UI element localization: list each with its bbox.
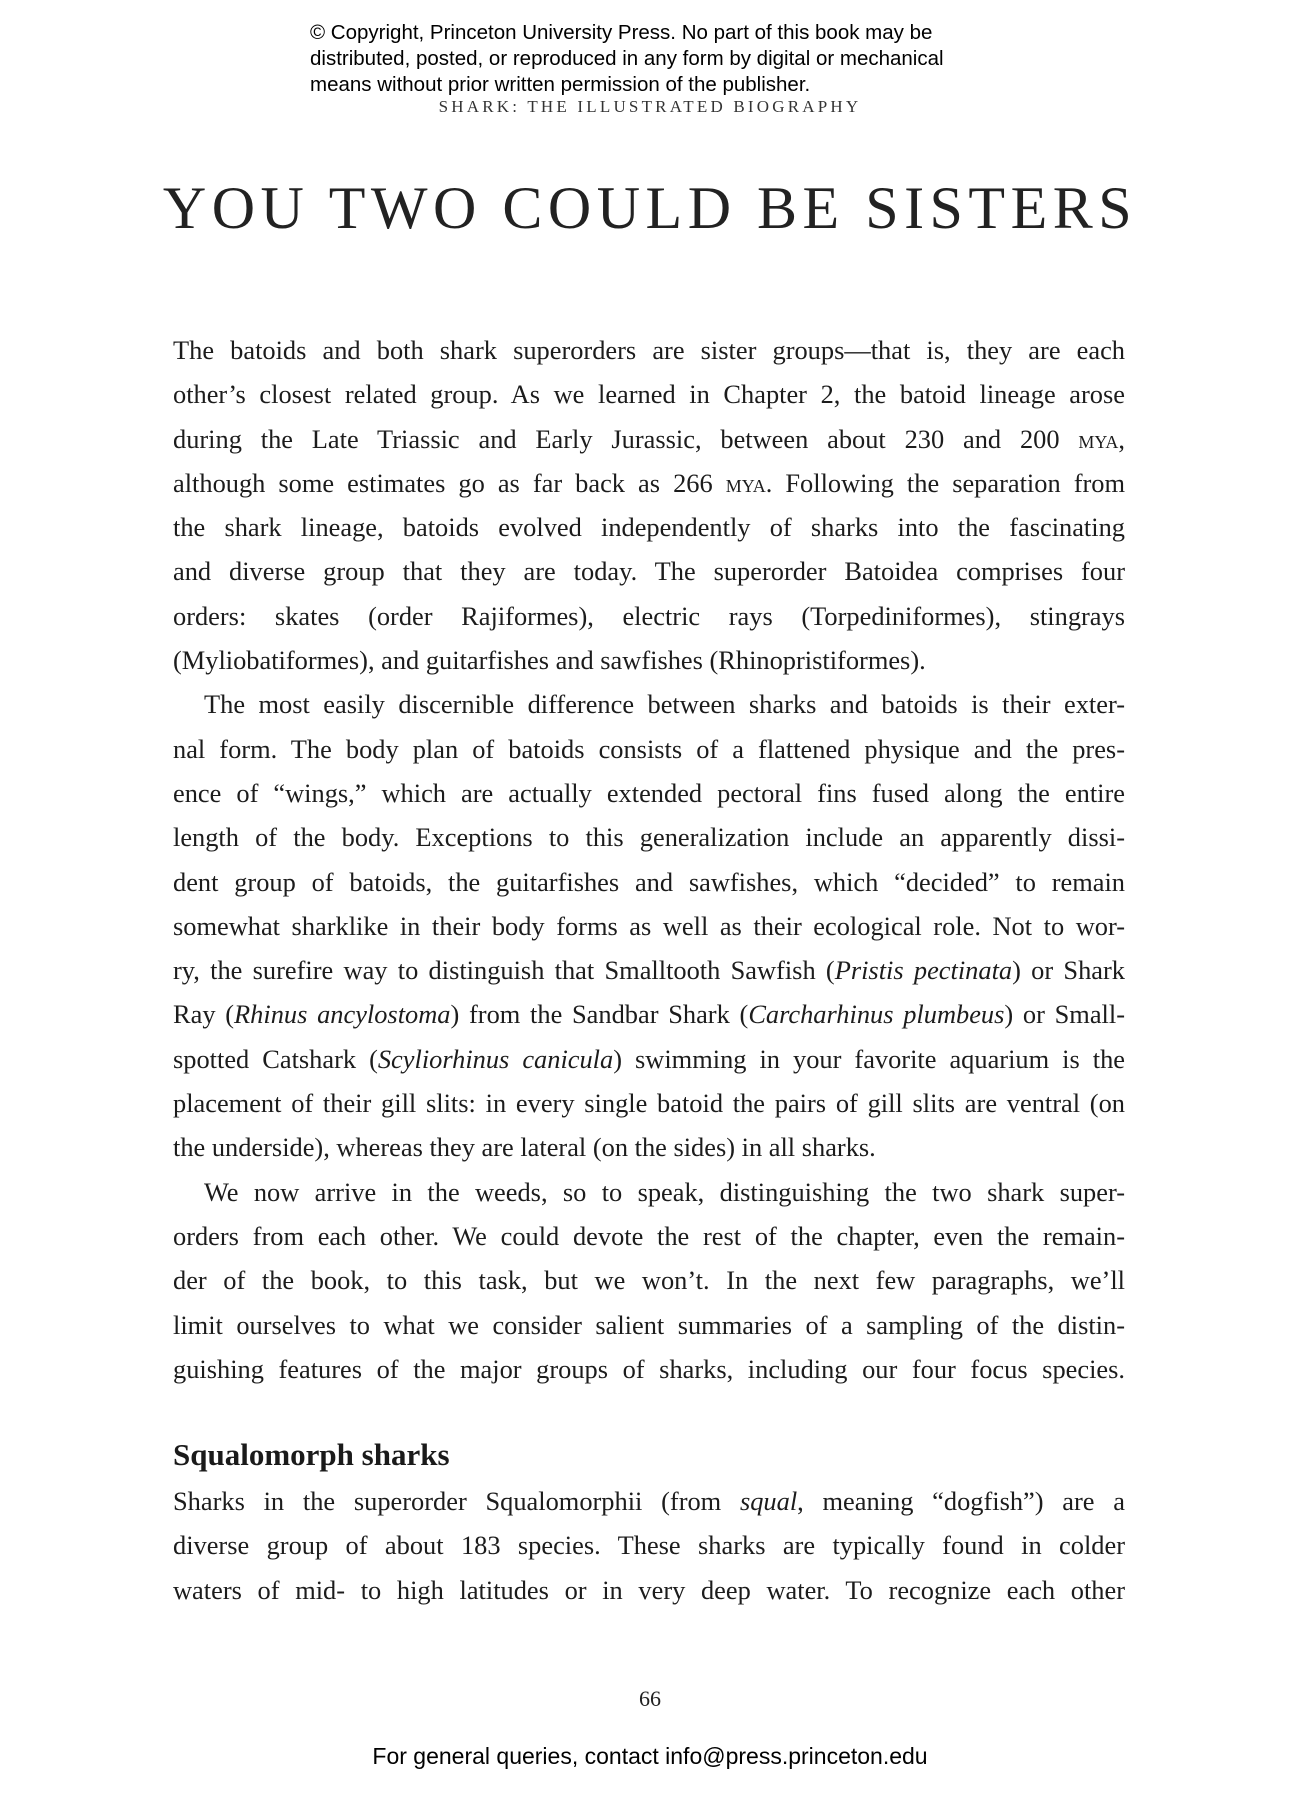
species-name: Carcharhinus plumbeus	[748, 999, 1005, 1030]
species-name: Rhinus ancylostoma	[234, 999, 451, 1030]
text-line: somewhat sharklike in their body forms as well as their ecological role. Not to wor-	[173, 910, 1125, 941]
chapter-title: YOU TWO COULD BE SISTERS	[162, 175, 1138, 241]
text-line: orders from each other. We could devote the rest of the chapter, even the remain-	[173, 1220, 1125, 1251]
text-line: other’s closest related group. As we learned in Chapter 2, the batoid lineage arose	[173, 379, 1125, 410]
species-name: Scyliorhinus canicula	[377, 1043, 614, 1074]
paragraph-1	[173, 328, 1125, 682]
text-line: diverse group of about 183 species. These sharks are typically found in colder	[173, 1530, 1125, 1561]
text-line: dent group of batoids, the guitarfishes and sawfishes, which “decided” to remain	[173, 866, 1125, 897]
text-line: length of the body. Exceptions to this generalization include an apparently dissi-	[173, 822, 1125, 853]
paragraph-2	[173, 682, 1125, 1169]
text-line: the shark lineage, batoids evolved independently of sharks into the fascinating	[173, 512, 1125, 543]
text-line: placement of their gill slits: in every single batoid the pairs of gill slits are ventral (on	[173, 1088, 1125, 1119]
text-segment: . Following the separation from	[765, 467, 1125, 498]
page-number: 66	[639, 1686, 661, 1711]
text-segment: ry, the surefire way to distinguish that Smalltooth Sawfish (	[173, 955, 835, 986]
running-head: SHARK: THE ILLUSTRATED BIOGRAPHY	[438, 97, 862, 116]
footer-contact: For general queries, contact info@press.princeton.edu	[372, 1743, 928, 1769]
text-line	[173, 948, 1125, 992]
text-line: waters of mid- to high latitudes or in very deep water. To recognize each other	[173, 1574, 1125, 1605]
text-segment: spotted Catshark (	[173, 1043, 378, 1074]
text-line: We now arrive in the weeds, so to speak, distinguishing the two shark super-	[204, 1176, 1125, 1207]
text-segment: during the Late Triassic and Early Jurassic, between about 230 and 200	[173, 423, 1079, 454]
mya-abbrev: mya	[725, 467, 766, 498]
text-line	[173, 1037, 1125, 1081]
text-line: The batoids and both shark superorders are sister groups—that is, they are each	[173, 335, 1125, 365]
text-line	[173, 992, 1125, 1036]
etymology-term: squal	[739, 1486, 798, 1516]
text-segment: although some estimates go as far back as 266	[173, 467, 726, 498]
body-text	[173, 328, 1125, 1391]
text-line: (Myliobatiformes), and guitarfishes and sawfishes (Rhinopristiformes).	[173, 645, 926, 676]
section-text	[173, 1479, 1125, 1612]
text-segment: ) or Small-	[1004, 999, 1125, 1030]
text-line: orders: skates (order Rajiformes), electric rays (Torpediniformes), stingrays	[173, 600, 1125, 631]
copyright-line-1: © Copyright, Princeton University Press. No part of this book may be	[310, 21, 933, 44]
section-heading: Squalomorph sharks	[173, 1437, 450, 1472]
species-name: Pristis pectinata	[834, 955, 1013, 986]
copyright-line-3: means without prior written permission of the publisher.	[310, 73, 811, 96]
text-segment: ) from the Sandbar Shark (	[450, 999, 749, 1030]
text-segment: Ray (	[173, 999, 235, 1030]
text-line: the underside), whereas they are lateral (on the sides) in all sharks.	[173, 1132, 876, 1163]
copyright-notice	[310, 20, 1070, 98]
text-line	[173, 417, 1125, 461]
text-segment: ,	[1118, 423, 1125, 454]
text-line: nal form. The body plan of batoids consists of a flattened physique and the pres-	[173, 733, 1125, 764]
text-line: The most easily discernible difference between sharks and batoids is their exter-	[204, 689, 1125, 720]
text-line: der of the book, to this task, but we won’t. In the next few paragraphs, we’ll	[173, 1265, 1125, 1296]
text-line: ence of “wings,” which are actually extended pectoral fins fused along the entire	[173, 777, 1125, 808]
text-line: limit ourselves to what we consider salient summaries of a sampling of the distin-	[173, 1309, 1125, 1340]
copyright-line-2: distributed, posted, or reproduced in any form by digital or mechanical	[310, 47, 944, 70]
text-line: and diverse group that they are today. The superorder Batoidea comprises four	[173, 556, 1125, 587]
text-segment: ) swimming in your favorite aquarium is the	[613, 1043, 1126, 1074]
text-segment: Sharks in the superorder Squalomorphii (from	[173, 1486, 740, 1516]
text-line: guishing features of the major groups of sharks, including our four focus species.	[173, 1353, 1125, 1384]
text-line	[173, 461, 1125, 505]
mya-abbrev: mya	[1078, 423, 1119, 454]
text-segment: ) or Shark	[1012, 955, 1125, 986]
text-line	[173, 1479, 1125, 1523]
text-segment: , meaning “dogfish”) are a	[797, 1486, 1125, 1516]
paragraph-3	[173, 1170, 1125, 1391]
